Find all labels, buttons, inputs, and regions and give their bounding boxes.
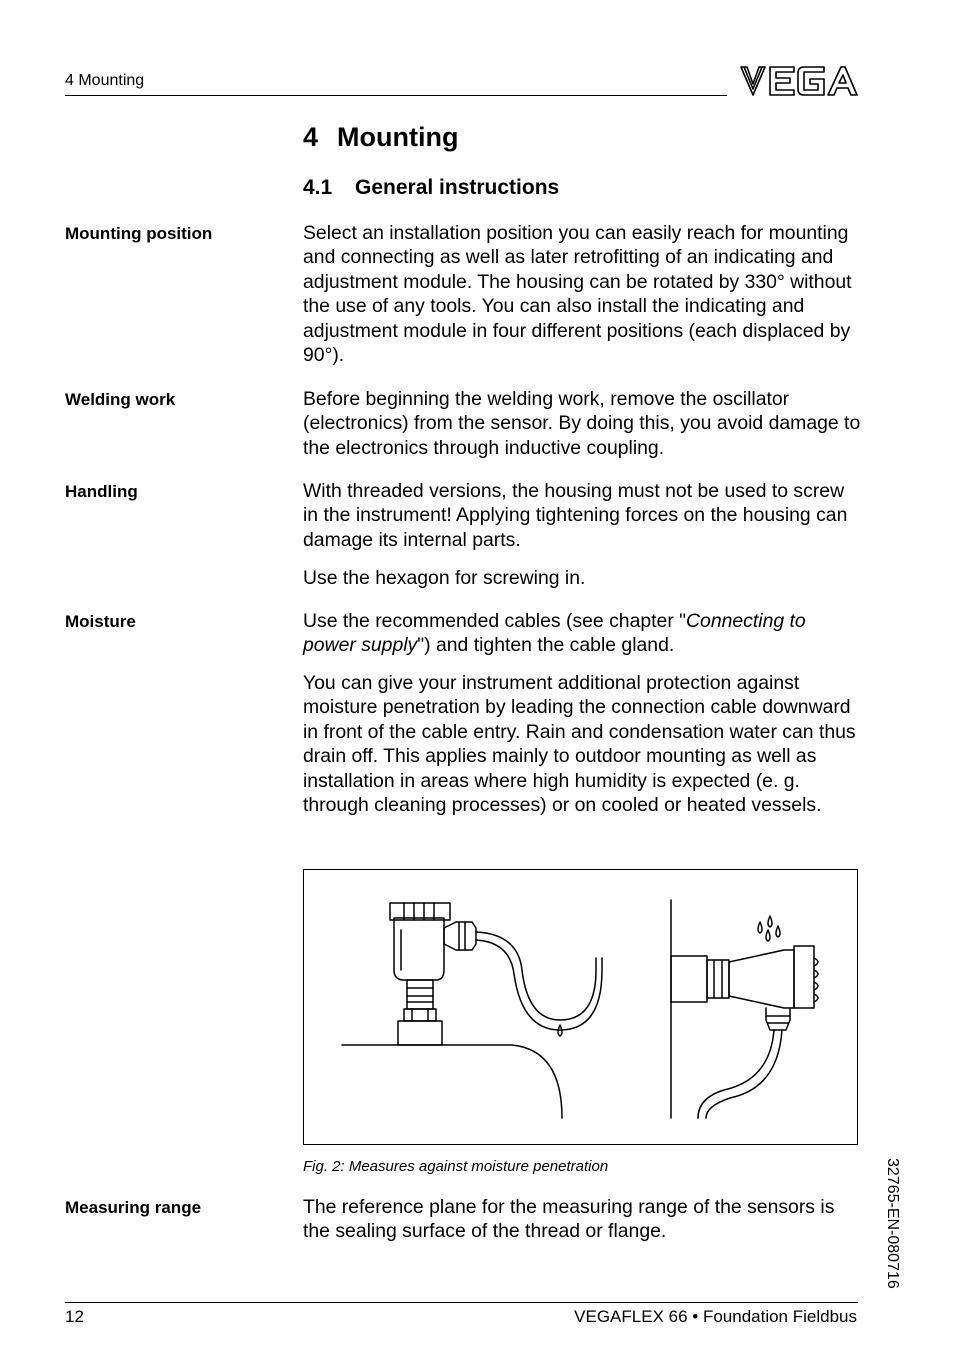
rain-drop-icon	[758, 922, 762, 933]
wall-cable	[698, 1030, 774, 1118]
wall-cable-gland	[766, 1008, 790, 1030]
label-mounting-position: Mounting position	[65, 224, 213, 243]
hexagon	[404, 1009, 436, 1021]
text-mounting-position: Select an installation position you can easily reach for mounting and connecting as well as later retrofitting of an indicating and adjustment module. The housing can be rotated by 330° without the use of any tools. You can also install the indicating and adjustment module in four different positions (each displaced by 90°).	[303, 222, 852, 367]
text-moisture-after: ") and tighten the cable gland.	[417, 634, 675, 657]
running-header: 4 Mounting	[65, 72, 145, 89]
section-heading	[303, 176, 559, 200]
cable-loop	[476, 932, 596, 1020]
sensor-neck	[407, 980, 433, 1009]
mounting-socket	[398, 1021, 442, 1045]
label-measuring-range: Measuring range	[65, 1198, 202, 1217]
page-number: 12	[65, 1307, 84, 1326]
chapter-title: Mounting	[337, 122, 459, 152]
wall-housing-lid	[794, 946, 814, 1008]
wall-socket	[671, 956, 707, 1002]
text-measuring-range: The reference plane for the measuring range of the sensors is the sealing surface of the thread or flange.	[303, 1196, 835, 1243]
section-title: General instructions	[355, 176, 560, 199]
vessel-outline	[342, 1045, 562, 1118]
figure-caption: Fig. 2: Measures against moisture penetration	[303, 1158, 609, 1175]
chapter-reference: Connecting to power supply	[303, 610, 806, 657]
wall-sensor-housing	[729, 950, 794, 1008]
text-moisture-cables	[303, 609, 861, 658]
moisture-illustration	[304, 870, 857, 1144]
text-handling-hexagon: Use the hexagon for screwing in.	[303, 567, 586, 589]
document-code: 32765-EN-080716	[884, 1158, 901, 1289]
vega-logo-icon	[740, 64, 858, 98]
vega-logo	[740, 64, 858, 98]
cable-gland	[444, 922, 476, 950]
label-welding-work: Welding work	[65, 390, 176, 409]
moisture-figure	[303, 869, 858, 1145]
footer-rule	[65, 1302, 858, 1303]
chapter-number: 4	[303, 122, 319, 152]
text-moisture-before: Use the recommended cables (see chapter "	[303, 610, 687, 632]
label-handling: Handling	[65, 482, 138, 501]
header-rule	[65, 95, 727, 96]
chapter-heading	[303, 122, 458, 153]
text-handling: With threaded versions, the housing must not be used to screw in the instrument! Applying tightening forces on the housing can damage its internal parts.	[303, 480, 848, 551]
label-moisture: Moisture	[65, 612, 136, 631]
footer-product: VEGAFLEX 66 • Foundation Fieldbus	[574, 1307, 857, 1326]
section-number: 4.1	[303, 176, 333, 199]
wall-hexagon	[707, 960, 729, 998]
text-moisture-protection: You can give your instrument additional protection against moisture penetration by leading the connection cable downward in front of the cable entry. Rain and condensation water can thus drain off. This applies mainly to outdoor mounting as well as installation in areas where high humidity is expected (e. g. through cleaning processes) or on cooled or heated vessels.	[303, 672, 856, 817]
text-welding-work: Before beginning the welding work, remove the oscillator (electronics) from the sensor. By doing this, you avoid damage to the electronics through inductive coupling.	[303, 388, 861, 459]
